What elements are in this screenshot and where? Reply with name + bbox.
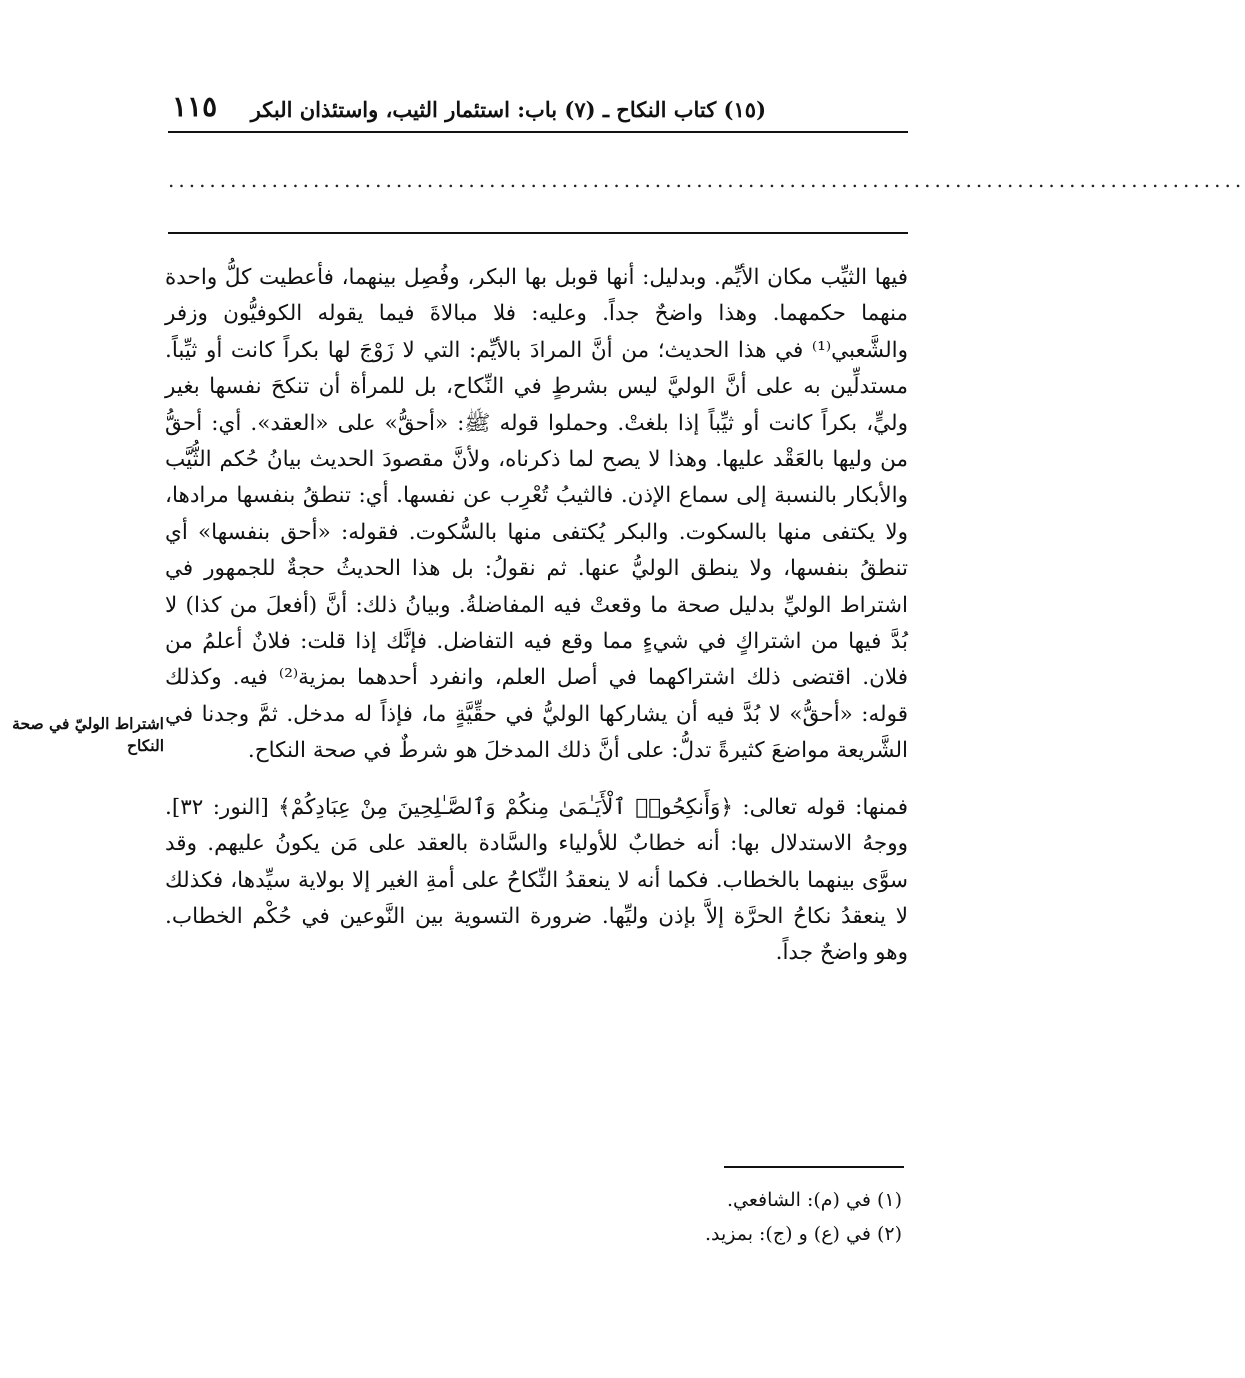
running-title: (١٥) كتاب النكاح ـ (٧) باب: استئمار الثيب، واستئذان البكر [250,97,766,122]
footnote-rule [724,1166,904,1168]
margin-note: اشتراط الوليّ في صحة النكاح [12,714,164,755]
header-rule [168,131,908,133]
ellipsis-line: ........................................................................................................ [168,168,1245,192]
paragraph-1: فيها الثيِّب مكان الأيِّم. وبدليل: أنها قوبل بها البكر، وفُصِل بينهما، فأعطيت كلُّ واحدة منهما حكمهما. وهذا واضحٌ جداً. وعليه: فلا مبالاةَ فيما يقوله الكوفيُّون وزفر والشَّعبي⁽¹⁾ في هذا الحديث؛ من أنَّ المرادَ بالأيِّم: التي لا زَوْجَ لها بكراً كانت أو ثيِّباً. مستدلِّين به على أنَّ الوليَّ ليس بشرطٍ في النِّكاح، بل للمرأة أن تنكحَ نفسها بغير وليٍّ، بكراً كانت أو ثيِّباً إذا بلغتْ. وحملوا قوله ﷺ: «أحقُّ» على «العقد». أي: أحقُّ من وليها بالعَقْد عليها. وهذا لا يصح لما ذكرناه، ولأنَّ مقصودَ الحديث بيانُ حُكم الثُّيَّب والأبكار بالنسبة إلى سماع الإذن. فالثيبُ تُعْرِب عن نفسها. أي: تنطقُ بنفسها مرادها، ولا يكتفى منها بالسكوت. والبكر يُكتفى منها بالسُّكوت. فقوله: «أحق بنفسها» أي تنطقُ بنفسها، ولا ينطق الوليُّ عنها. ثم نقولُ: بل هذا الحديثُ حجةٌ للجمهور في اشتراط الوليِّ بدليل صحة ما وقعتْ فيه المفاضلةُ. وبيانُ ذلك: أنَّ (أفعلَ من كذا) لا بُدَّ فيها من اشتراكٍ في شيءٍ مما وقع فيه التفاضل. فإنَّك إذا قلت: فلانٌ أعلمُ من فلان. اقتضى ذلك اشتراكهما في أصل العلم، وانفرد أحدهما بمزية⁽²⁾ فيه. وكذلك قوله: «أحقُّ» لا بُدَّ فيه أن يشاركها الوليُّ في حقِّيَّةٍ ما، فإذاً له مدخل. ثمَّ وجدنا في الشَّريعة مواضعَ كثيرةً تدلُّ: على أنَّ ذلك المدخلَ هو شرطٌ في صحة النكاح. [165,265,908,764]
page-number: ١١٥ [172,90,218,123]
section-rule [168,232,908,234]
footnotes [342,1183,902,1251]
paragraph-2: فمنها: قوله تعالى: ﴿وَأَنكِحُوا۟ ٱلْأَيَـٰمَىٰ مِنكُمْ وَٱلصَّـٰلِحِينَ مِنْ عِبَادِكُمْ﴾ [النور: ٣٢]. ووجهُ الاستدلال بها: أنه خطابٌ للأولياء والسَّادة بالعقد على مَن يكونُ عليهم. وقد سوَّى بينهما بالخطاب. فكما أنه لا ينعقدُ النِّكاحُ على أمةِ الغير إلا بولاية سيِّدها، فكذلك لا ينعقدُ نكاحُ الحرَّة إلاَّ بإذن وليِّها. ضرورة التسوية بين النَّوعين في حُكْم الخطاب. وهو واضحٌ جداً. [165,794,908,966]
footnote-2: (٢) في (ع) و (ج): بمزيد. [704,1223,902,1245]
body-text [165,260,908,972]
footnote-1: (١) في (م): الشافعي. [726,1189,902,1211]
